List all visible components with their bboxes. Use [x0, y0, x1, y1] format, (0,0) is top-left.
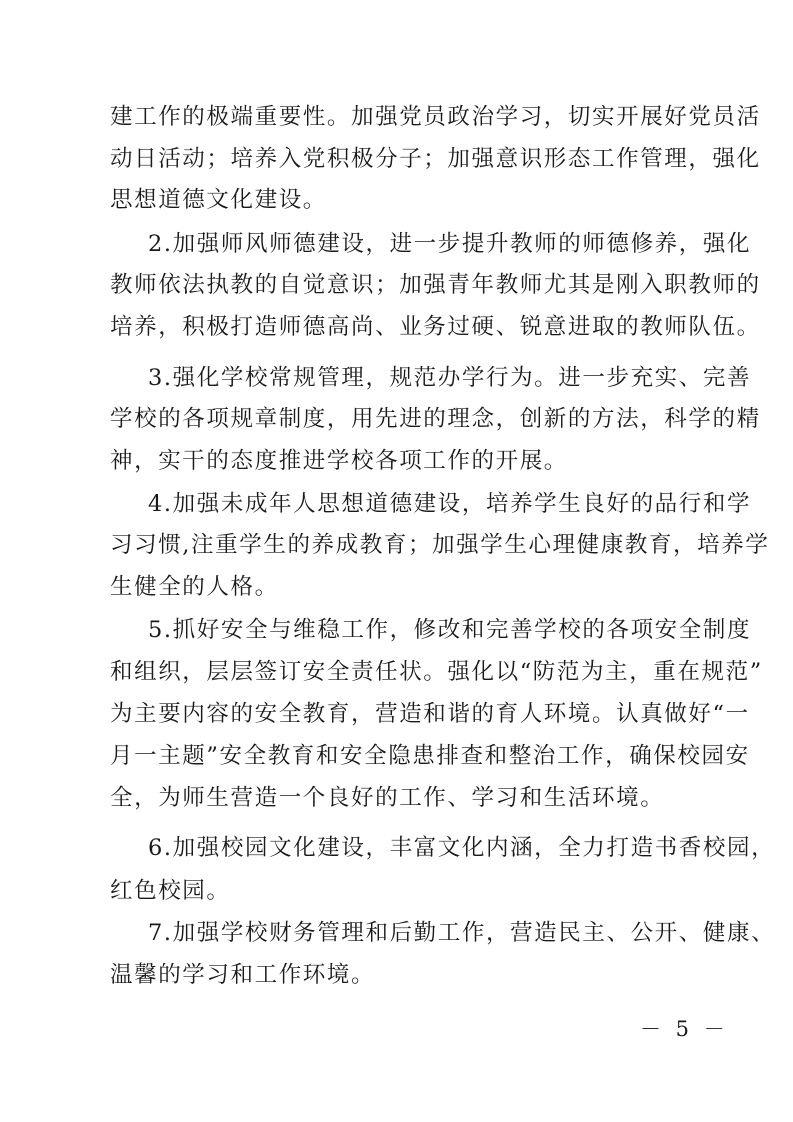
- text-line: 培养，积极打造师德高尚、业务过硬、锐意进取的教师队伍。: [110, 314, 761, 340]
- paragraph-2-start: 2.加强师风师德建设，进一步提升教师的师德修养，强化: [148, 231, 752, 257]
- text-line: 习习惯,注重学生的养成教育；加强学生心理健康教育，培养学: [110, 532, 770, 558]
- text-line: 动日活动；培养入党积极分子；加强意识形态工作管理，强化: [110, 146, 761, 172]
- text-line: 全，为师生营造一个良好的工作、学习和生活环境。: [110, 785, 665, 811]
- text-line: 红色校园。: [110, 878, 231, 904]
- text-line: 建工作的极端重要性。加强党员政治学习，切实开展好党员活: [110, 104, 761, 130]
- paragraph-3-start: 3.强化学校常规管理，规范办学行为。进一步充实、完善: [148, 365, 752, 391]
- paragraph-5-start: 5.抓好安全与维稳工作，修改和完善学校的各项安全制度: [148, 617, 752, 643]
- text-line: 为主要内容的安全教育，营造和谐的育人环境。认真做好“一: [110, 701, 750, 727]
- text-line: 月一主题”安全教育和安全隐患排查和整治工作，确保校园安: [110, 743, 750, 769]
- text-line: 生健全的人格。: [110, 574, 279, 600]
- text-line: 温馨的学习和工作环境。: [110, 962, 376, 988]
- text-line: 和组织，层层签订安全责任状。强化以“防范为主，重在规范”: [110, 659, 763, 685]
- page-number: － 5 －: [640, 1017, 729, 1041]
- text-line: 学校的各项规章制度，用先进的理念，创新的方法，科学的精: [110, 406, 761, 432]
- text-line: 神，实干的态度推进学校各项工作的开展。: [110, 448, 568, 474]
- paragraph-7-start: 7.加强学校财务管理和后勤工作，营造民主、公开、健康、: [148, 920, 776, 946]
- text-line: 思想道德文化建设。: [110, 187, 327, 213]
- paragraph-4-start: 4.加强未成年人思想道德建设，培养学生良好的品行和学: [148, 491, 752, 517]
- text-line: 教师依法执教的自觉意识；加强青年教师尤其是刚入职教师的: [110, 272, 761, 298]
- paragraph-6-start: 6.加强校园文化建设，丰富文化内涵，全力打造书香校园，: [148, 835, 776, 861]
